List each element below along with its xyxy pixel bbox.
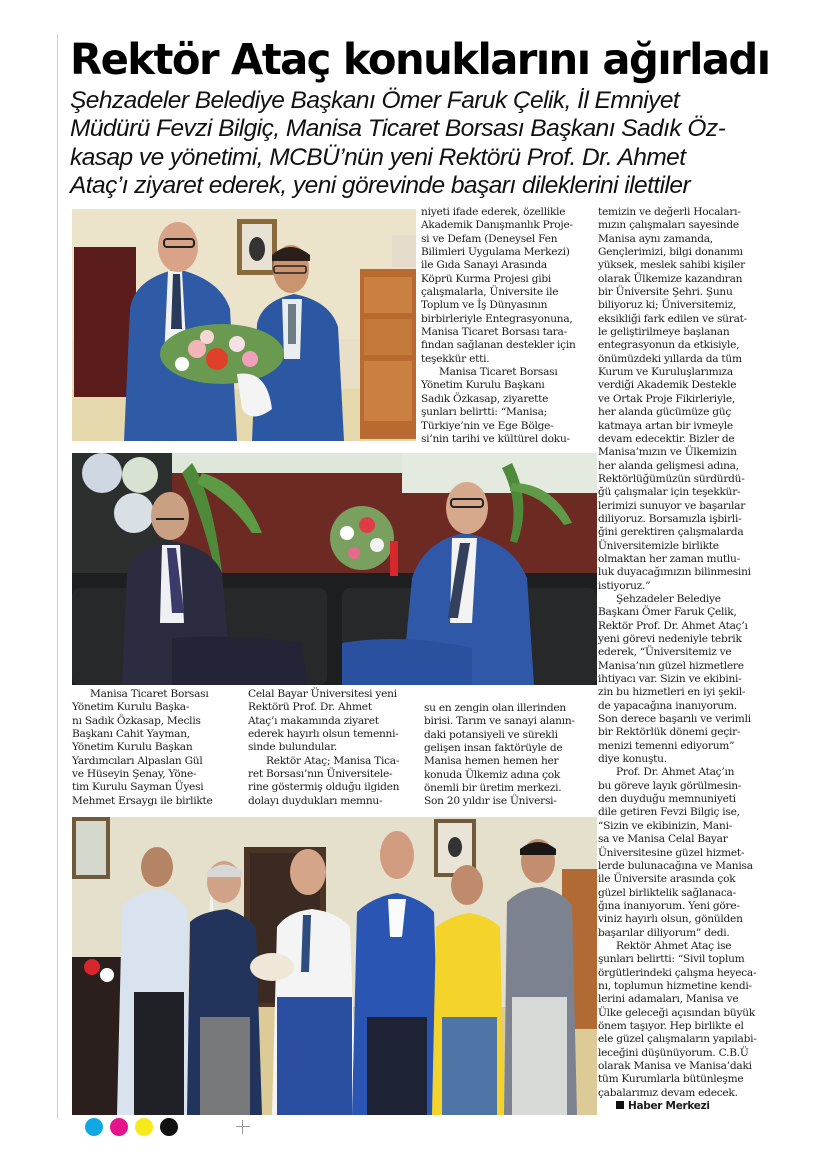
text-line: Manisa’mızın ve Ülkemizin (598, 446, 737, 459)
column-a (72, 688, 244, 808)
photo-sofa-image (72, 453, 597, 685)
text-line: Rektör Ataç; Manisa Tica- (266, 754, 400, 767)
text-line: den duyduğu memnuniyeti (598, 793, 736, 806)
text-line: istiyoruz.” (598, 579, 651, 592)
text-line: lerimizi sunuyor ve başarılar (598, 499, 746, 512)
text-line: önümüzdeki yıllarda da tüm (598, 352, 742, 365)
text-line: ele güzel çalışmaların yapılabi- (598, 1033, 757, 1046)
square-bullet-icon (616, 1101, 624, 1109)
text-line: Sadık Özkasap, ziyarette (421, 392, 549, 405)
text-line: eksikliği fark edilen ve sürat- (598, 312, 747, 325)
text-line: tim Kurulu Sayman Üyesi (72, 781, 204, 794)
text-line: katmaya artan bir ivmeyle (598, 419, 733, 432)
text-line: Rektör Prof. Dr. Ahmet Ataç’ı (598, 619, 748, 632)
column-c-bottom (424, 702, 596, 809)
text-line: ile Gıda Sanayi Arasında (421, 259, 547, 272)
text-line: konuda Ülkemiz adına çok (424, 768, 561, 781)
text-line: olmaktan her zaman mutlu- (598, 552, 740, 565)
text-line: Rektörü Prof. Dr. Ahmet (248, 701, 372, 714)
text-line: Prof. Dr. Ahmet Ataç’ın (616, 766, 735, 779)
text-line: Şehzadeler Belediye (616, 592, 721, 605)
text-line: her alanda gücümüze güç (598, 406, 732, 419)
text-line: biliyoruz ki; Üniversitemiz, (598, 299, 737, 312)
text-line: Başkanı Cahit Yayman, (72, 728, 190, 741)
text-line: dolayı duydukları memnu- (248, 794, 383, 807)
text-line: çabalarımız devam edecek. (598, 1086, 738, 1099)
text-line: Ülke geleceği açısından büyük (598, 1006, 755, 1019)
text-line: de yapacağına inanıyorum. (598, 699, 737, 712)
column-c-top (421, 206, 593, 446)
headline: Rektör Ataç konuklarını ağırladı (70, 35, 770, 85)
text-line: sa ve Manisa Celal Bayar (598, 833, 728, 846)
text-line: Son derece başarılı ve verimli (598, 713, 751, 726)
photo-bouquet-presentation (72, 209, 416, 441)
text-line: Başkanı Ömer Faruk Çelik, (598, 606, 737, 619)
text-line: Manisa Ticaret Borsası tara- (421, 326, 567, 339)
text-line: her alanda gelişmesi adına, (598, 459, 739, 472)
deck-line: Müdürü Fevzi Bilgiç, Manisa Ticaret Borsası Başkanı Sadık Öz- (70, 115, 726, 143)
text-line: zin bu hizmetleri en iyi şekil- (598, 686, 746, 699)
column-d (598, 206, 776, 1113)
text-line: ederek, “Üniversitemiz ve (598, 646, 732, 659)
text-line: Ataç’ı makamında ziyaret (248, 714, 379, 727)
text-line: ve Ortak Proje Fikirleriyle, (598, 392, 735, 405)
text-line: güzel birliktelik sağlanaca- (598, 886, 736, 899)
text-line: Köprü Kurma Projesi gibi (421, 272, 551, 285)
column-b (248, 688, 420, 808)
text-line: önem taşıyor. Hep birlikte el (598, 1019, 744, 1032)
text-line: Manisa hemen hemen her (424, 755, 559, 768)
text-line: ret Borsası’nın Üniversitele- (248, 768, 393, 781)
text-line: Manisa aynı zamanda, (598, 232, 713, 245)
photo-group-image (72, 817, 597, 1115)
text-line: devam edecektir. Bizler de (598, 432, 735, 445)
text-line: olarak Ülkemize kazandıran (598, 272, 743, 285)
text-line: Yönetim Kurulu Başkan (72, 741, 193, 754)
photo-sofa-meeting (72, 453, 597, 685)
text-line: yeni görevi nedeniyle tebrik (598, 633, 742, 645)
text-line: fından sağlanan destekler için (421, 339, 576, 352)
photo-group-gift (72, 817, 597, 1115)
text-line: ve Hüseyin Şenay, Yöne- (72, 768, 197, 781)
text-line: Üniversitesine güzel hizmet- (598, 846, 745, 859)
text-line: Gençlerimizi, bilgi donanımı (598, 246, 743, 259)
text-line: lerini adamaları, Manisa ve (598, 993, 739, 1006)
text-line: menizi temenni ediyorum” (598, 739, 735, 752)
text-line: Bilimleri Uygulama Merkezi) (421, 246, 570, 259)
text-line: şunları belirtti: “Manisa; (421, 406, 547, 419)
text-line: entegrasyonun da etkisiyle, (598, 339, 740, 352)
text-line: Celal Bayar Üniversitesi yeni (248, 688, 397, 700)
text-line: “Sizin ve ekibinizin, Mani- (598, 819, 733, 832)
text-line: Kurum ve Kuruluşlarımıza (598, 366, 733, 379)
text-line: Manisa Ticaret Borsası (90, 688, 209, 700)
text-line: ederek hayırlı olsun temenni- (248, 728, 399, 741)
text-line: Akademik Danışmanlık Proje- (421, 219, 573, 232)
byline (598, 1100, 776, 1113)
text-line: nı Sadık Özkasap, Meclis (72, 714, 201, 727)
text-line: le geliştirilmeye başlanan (598, 326, 730, 339)
text-line: lerde bulunacağına ve Manisa (598, 859, 753, 872)
text-line: Yönetim Kurulu Başkanı (421, 379, 545, 392)
text-line: mızın çalışmaları sayesinde (598, 219, 739, 232)
text-line: Manisa’nın güzel hizmetlere (598, 659, 744, 672)
text-line: bu göreve layık görülmesin- (598, 779, 742, 792)
text-line: teşekkür etti. (421, 352, 490, 365)
text-line: birbirleriyle Entegrasyonuna, (421, 312, 573, 325)
crop-mark-icon (236, 1120, 250, 1134)
text-line: daki potansiyeli ve sürekli (424, 728, 558, 741)
text-line: ğü çalışmalar için teşekkür- (598, 486, 741, 499)
text-line: Son 20 yıldır ise Üniversi- (424, 795, 557, 808)
text-line: rine göstermiş olduğu ilgiden (248, 781, 400, 794)
deck (70, 87, 790, 201)
text-line: Rektör Ahmet Ataç ise (616, 939, 732, 952)
byline-text: Haber Merkezi (628, 1100, 710, 1113)
text-line: diye konuştu. (598, 753, 667, 766)
text-line: niyeti ifade ederek, özellikle (421, 206, 566, 218)
column-rule (57, 34, 58, 1119)
text-line: Rektörlüğümüzün sürdürdü- (598, 472, 745, 485)
text-line: bir Üniversite Şehri. Şunu (598, 286, 733, 299)
registration-dot-magenta (110, 1118, 128, 1136)
text-line: yüksek, meslek sahibi kişiler (598, 259, 745, 272)
text-line: Üniversitemizle birlikte (598, 539, 719, 552)
text-line: tüm Kurumlarla bütünleşme (598, 1073, 744, 1086)
text-line: temizin ve değerli Hocaları- (598, 206, 741, 218)
text-line: ğına inanıyorum. Yeni göre- (598, 899, 740, 912)
text-line: Yardımcıları Alpaslan Gül (72, 754, 203, 767)
text-line: leceğini düşünüyorum. C.B.Ü (598, 1046, 749, 1059)
text-line: şunları belirtti: “Sivil toplum (598, 953, 745, 966)
registration-dot-yellow (135, 1118, 153, 1136)
text-line: birisi. Tarım ve sanayi alanın- (424, 715, 575, 728)
text-line: Toplum ve İş Dünyasının (421, 299, 548, 312)
text-line: Mehmet Ersaygı ile birlikte (72, 794, 213, 807)
text-line: Türkiye’nin ve Ege Bölge- (421, 419, 554, 432)
text-line: ihtiyacı var. Sizin ve ekibini- (598, 673, 742, 686)
registration-dot-black (160, 1118, 178, 1136)
text-line: Manisa Ticaret Borsası (439, 366, 558, 379)
text-line: bir Rektörlük dönemi geçir- (598, 726, 741, 739)
text-line: diliyoruz. Borsamızla işbirli- (598, 512, 742, 525)
text-line: önemli bir üretim merkezi. (424, 782, 562, 795)
text-line: gelişen insan faktörüyle de (424, 742, 563, 755)
text-line: nı, toplumun hizmetine kendi- (598, 979, 752, 992)
deck-line: Ataç’ı ziyaret ederek, yeni görevinde başarı dileklerini ilettiler (70, 172, 691, 200)
text-line: ile Üniversite arasında çok (598, 873, 736, 886)
text-line: sinde bulundular. (248, 741, 338, 754)
text-line: başarılar diliyorum” dedi. (598, 926, 730, 939)
photo-bouquet-image (72, 209, 416, 441)
deck-line: Şehzadeler Belediye Başkanı Ömer Faruk Çelik, İl Emniyet (70, 87, 680, 114)
registration-dot-cyan (85, 1118, 103, 1136)
deck-line: kasap ve yönetimi, MCBÜ’nün yeni Rektörü Prof. Dr. Ahmet (70, 143, 686, 171)
text-line: si’nin tarihi ve kültürel doku- (421, 432, 570, 445)
text-line: si ve Defam (Deneysel Fen (421, 232, 558, 245)
text-line: luk duyacağımızın bilinmesini (598, 566, 751, 579)
text-line: çalışmalarla, Üniversite ile (421, 286, 559, 299)
text-line: viniz hayırlı olsun, gönülden (598, 913, 743, 926)
text-line: su en zengin olan illerinden (424, 702, 566, 714)
text-line: ğini gerektiren çalışmalarda (598, 526, 744, 539)
text-line: Yönetim Kurulu Başka- (72, 701, 190, 714)
text-line: dile getiren Fevzi Bilgiç ise, (598, 806, 740, 819)
text-line: olarak Manisa ve Manisa’daki (598, 1060, 752, 1072)
text-line: verdiği Akademik Destekle (598, 379, 737, 392)
text-line: örgütlerindeki çalışma heyeca- (598, 966, 757, 979)
